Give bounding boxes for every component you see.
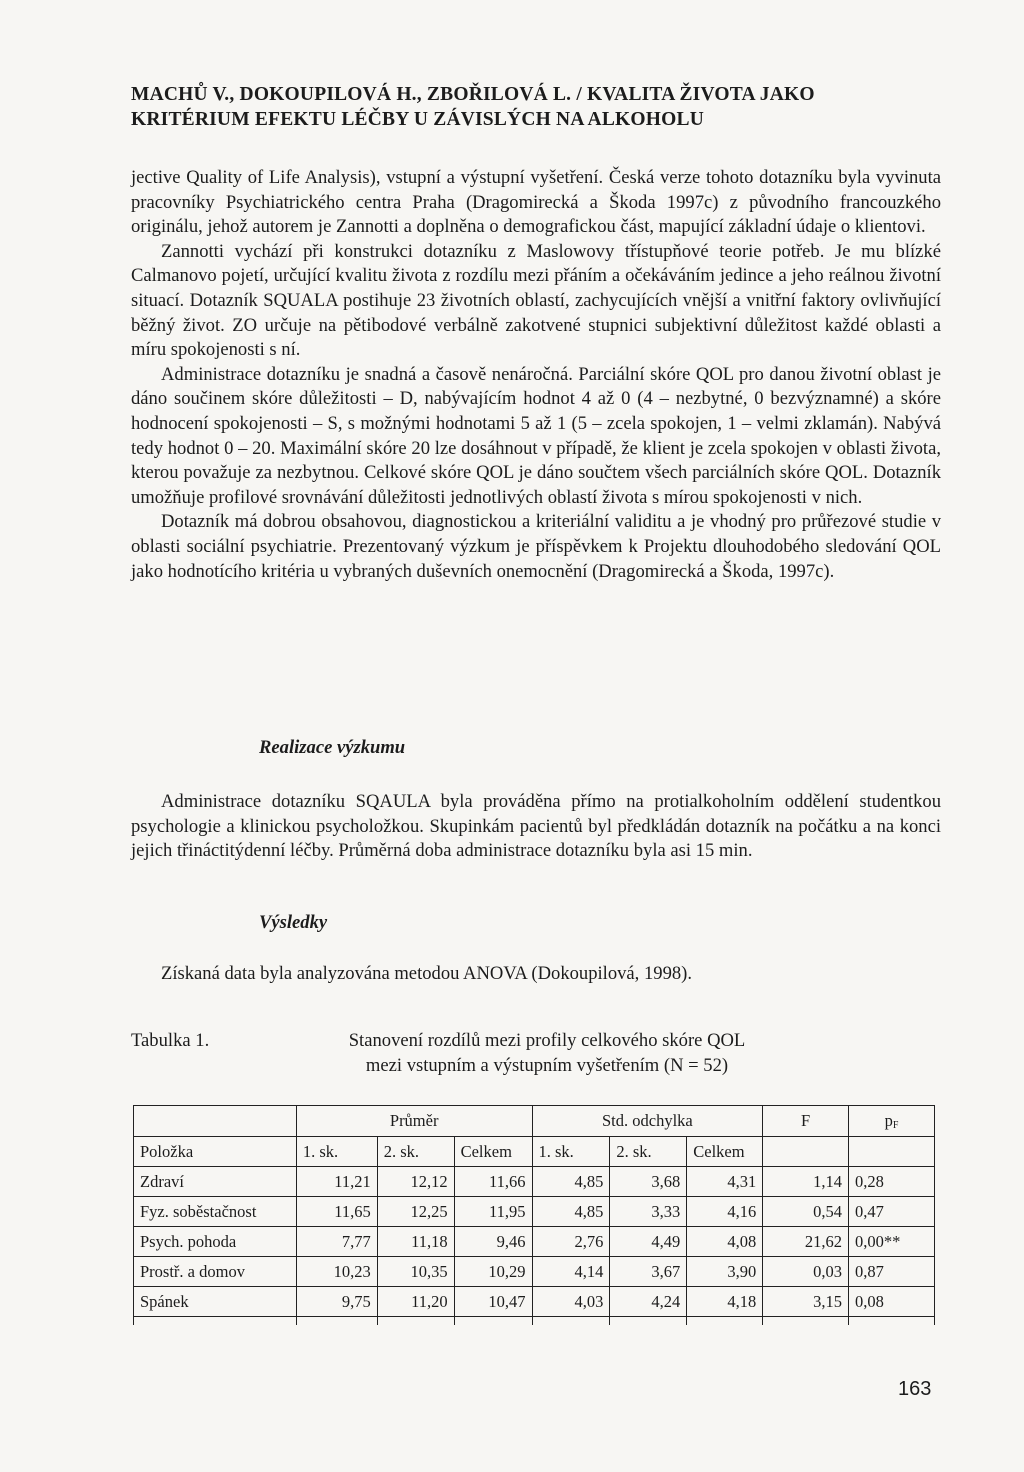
empty-cell <box>134 1106 297 1137</box>
cell-sd-2: 3,33 <box>610 1197 687 1227</box>
cell-mean-total: 11,66 <box>454 1167 532 1197</box>
table-sub-header <box>134 1137 935 1167</box>
col-header-p <box>849 1106 935 1137</box>
table-title <box>287 1028 807 1078</box>
running-header <box>131 82 951 132</box>
cell-mean-2: 11,18 <box>377 1227 454 1257</box>
page-number: 163 <box>898 1378 932 1400</box>
cell-mean-total: 10,47 <box>454 1287 532 1317</box>
cell-mean-1: 10,23 <box>296 1257 377 1287</box>
row-label: Zdraví <box>134 1167 297 1197</box>
sub-col-header: Celkem <box>454 1137 532 1167</box>
paragraph: Zannotti vychází při konstrukci dotazníku z Maslowovy třístupňové teorie potřeb. Je mu blízké Calmanovo pojetí, určující kvalitu života z rozdílu mezi přáním a očekáváním jedince a jeho reálnou životní situací. Dotazník SQUALA postihuje 23 životních oblastí, zachycujících vnější a vnitřní faktory ovlivňující běžný život. ZO určuje na pětibodové verbálně zakotvené stupnici subjektivní důležitost každé oblasti a míru spokojenosti s ní. <box>131 240 941 361</box>
body-text <box>131 166 941 584</box>
cell-p: 0,00** <box>849 1227 935 1257</box>
table-row <box>134 1197 935 1227</box>
cell-sd-2: 4,24 <box>610 1287 687 1317</box>
cell-sd-2: 3,67 <box>610 1257 687 1287</box>
section-text-vysledky <box>131 962 941 987</box>
cell-sd-total: 4,08 <box>687 1227 763 1257</box>
cell-p: 0,47 <box>849 1197 935 1227</box>
cell-sd-1: 2,76 <box>532 1227 610 1257</box>
row-label: Psych. pohoda <box>134 1227 297 1257</box>
cell-mean-1: 11,65 <box>296 1197 377 1227</box>
cell-sd-2: 3,68 <box>610 1167 687 1197</box>
paragraph: Administrace dotazníku SQAULA byla prováděna přímo na protialkoholním oddělení studentkou psychologie a klinickou psycholožkou. Skupinkám pacientů byl předkládán dotazník na počátku a na konci jejich třináctitýdenní léčby. Průměrná doba administrace dotazníku byla asi 15 min. <box>131 791 941 862</box>
section-heading-vysledky: Výsledky <box>259 912 328 933</box>
header-line-2: KRITÉRIUM EFEKTU LÉČBY U ZÁVISLÝCH NA ALKOHOLU <box>131 109 704 130</box>
table-row <box>134 1287 935 1317</box>
group-header-mean: Průměr <box>296 1106 532 1137</box>
paragraph: jective Quality of Life Analysis), vstupní a výstupní vyšetření. Česká verze tohoto dotazníku byla vyvinuta pracovníky Psychiatrického centra Praha (Dragomirecká a Škoda 1997c) z původního francouzkého originálu, jehož autorem je Zannotti a doplněna o demografickou část, mapující základní údaje o klientovi. <box>131 167 941 238</box>
col-header-item: Položka <box>134 1137 297 1167</box>
table-title-line-1: Stanovení rozdílů mezi profily celkového skóre QOL <box>348 1030 746 1051</box>
sub-col-header: 1. sk. <box>532 1137 610 1167</box>
cell-f: 1,14 <box>763 1167 849 1197</box>
cell-f: 3,15 <box>763 1287 849 1317</box>
cell-mean-1: 9,75 <box>296 1287 377 1317</box>
paragraph: Administrace dotazníku je snadná a časově nenáročná. Parciální skóre QOL pro danou životní oblast je dáno součinem skóre důležitosti – D, nabývajícím hodnot 4 až 0 (4 – nezbytné, 0 bezvýznamné) a skóre hodnocení spokojenosti – S, s možnými hodnotami 5 až 1 (5 – zcela spokojen, 1 – velmi zklamán). Nabývá tedy hodnot 0 – 20. Maximální skóre 20 lze dosáhnout v případě, že klient je zcela spokojen v oblasti života, kterou považuje za nezbytnou. Celkové skóre QOL je dáno součtem všech parciálních skóre QOL. Dotazník umožňuje profilové srovnávání důležitosti jednotlivých oblastí života s mírou spokojenosti v nich. <box>131 363 941 508</box>
row-label: Spánek <box>134 1287 297 1317</box>
cell-sd-total: 3,90 <box>687 1257 763 1287</box>
cell-p: 0,08 <box>849 1287 935 1317</box>
cell-sd-1: 4,85 <box>532 1197 610 1227</box>
section-heading-realizace: Realizace výzkumu <box>259 737 406 758</box>
table-label: Tabulka 1. <box>131 1030 210 1051</box>
section-text-realizace <box>131 790 941 864</box>
cell-sd-1: 4,03 <box>532 1287 610 1317</box>
row-label: Prostř. a domov <box>134 1257 297 1287</box>
results-table <box>133 1105 935 1325</box>
row-label: Fyz. soběstačnost <box>134 1197 297 1227</box>
table-row <box>134 1227 935 1257</box>
cell-mean-1: 7,77 <box>296 1227 377 1257</box>
cell-p: 0,28 <box>849 1167 935 1197</box>
sub-col-header: 2. sk. <box>377 1137 454 1167</box>
cell-mean-2: 11,20 <box>377 1287 454 1317</box>
cell-mean-total: 11,95 <box>454 1197 532 1227</box>
cell-sd-2: 4,49 <box>610 1227 687 1257</box>
p-subscript: F <box>892 1120 899 1131</box>
paragraph: Dotazník má dobrou obsahovou, diagnostickou a kriteriální validitu a je vhodný pro průřezové studie v oblasti sociální psychiatrie. Prezentovaný výzkum je příspěvkem k Projektu dlouhodobého sledování QOL jako hodnotícího kritéria u vybraných duševních onemocnění (Dragomirecká a Škoda, 1997c). <box>131 511 941 582</box>
cell-f: 0,54 <box>763 1197 849 1227</box>
table-title-line-2: mezi vstupním a výstupním vyšetřením (N = 52) <box>365 1055 729 1076</box>
cell-mean-total: 9,46 <box>454 1227 532 1257</box>
cell-f: 21,62 <box>763 1227 849 1257</box>
sub-col-header: Celkem <box>687 1137 763 1167</box>
p-symbol: p <box>884 1111 893 1130</box>
cell-sd-total: 4,31 <box>687 1167 763 1197</box>
table-tail <box>134 1317 935 1326</box>
empty-cell <box>763 1137 849 1167</box>
cell-mean-2: 12,25 <box>377 1197 454 1227</box>
cell-p: 0,87 <box>849 1257 935 1287</box>
header-line-1: MACHŮ V., DOKOUPILOVÁ H., ZBOŘILOVÁ L. / KVALITA ŽIVOTA JAKO <box>131 84 815 105</box>
sub-col-header: 2. sk. <box>610 1137 687 1167</box>
group-header-sd: Std. odchylka <box>532 1106 763 1137</box>
cell-sd-1: 4,85 <box>532 1167 610 1197</box>
cell-sd-total: 4,16 <box>687 1197 763 1227</box>
table-row <box>134 1167 935 1197</box>
paragraph: Získaná data byla analyzována metodou ANOVA (Dokoupilová, 1998). <box>161 963 693 984</box>
cell-mean-total: 10,29 <box>454 1257 532 1287</box>
cell-mean-2: 12,12 <box>377 1167 454 1197</box>
table-group-header <box>134 1106 935 1137</box>
cell-sd-total: 4,18 <box>687 1287 763 1317</box>
cell-f: 0,03 <box>763 1257 849 1287</box>
col-header-f: F <box>763 1106 849 1137</box>
cell-sd-1: 4,14 <box>532 1257 610 1287</box>
cell-mean-1: 11,21 <box>296 1167 377 1197</box>
cell-mean-2: 10,35 <box>377 1257 454 1287</box>
empty-cell <box>849 1137 935 1167</box>
sub-col-header: 1. sk. <box>296 1137 377 1167</box>
table-row <box>134 1257 935 1287</box>
